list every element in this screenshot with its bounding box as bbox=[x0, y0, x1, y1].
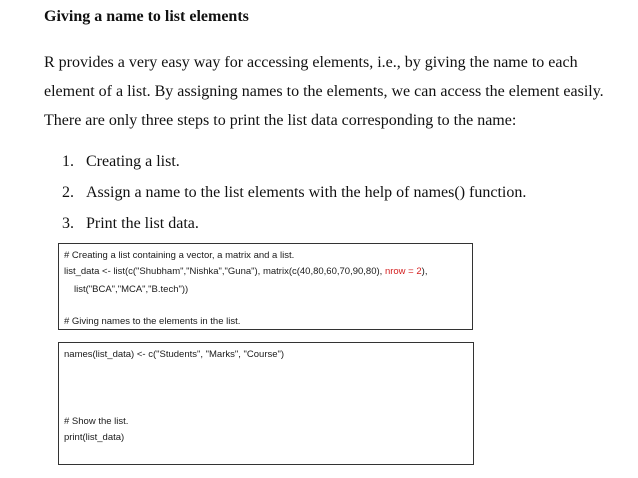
step-text: Assign a name to the list elements with the help of names() function. bbox=[86, 184, 527, 201]
intro-paragraph: R provides a very easy way for accessing elements, i.e., by giving the name to each element of a list. By assigning names to the elements, we can access the element easily. There are only three steps to print the list data corresponding to the name: bbox=[44, 54, 604, 129]
step-number: 1. bbox=[62, 153, 74, 170]
code-line-list-data bbox=[64, 266, 427, 277]
step-text: Creating a list. bbox=[86, 153, 180, 170]
code-line-names: names(list_data) <- c("Students", "Marks", "Course") bbox=[64, 349, 285, 360]
code-list-data-end: ), bbox=[421, 266, 428, 277]
code-nrow-param: nrow = 2 bbox=[384, 266, 422, 277]
code-line-print: print(list_data) bbox=[64, 432, 125, 443]
step-text: Print the list data. bbox=[86, 215, 199, 232]
step-number: 3. bbox=[62, 215, 74, 232]
code-box-names-print bbox=[58, 342, 474, 465]
steps-list bbox=[62, 150, 526, 243]
code-comment-create: # Creating a list containing a vector, a matrix and a list. bbox=[64, 250, 295, 261]
section-heading: Giving a name to list elements bbox=[44, 8, 249, 25]
code-comment-names: # Giving names to the elements in the list. bbox=[64, 316, 241, 327]
step-item bbox=[62, 212, 526, 243]
step-item bbox=[62, 181, 526, 212]
code-line-inner-list: list("BCA","MCA","B.tech")) bbox=[74, 284, 189, 295]
code-comment-show: # Show the list. bbox=[64, 416, 129, 427]
code-list-data-start: list_data <- list(c("Shubham","Nishka","Guna"), matrix(c(40,80,60,70,90,80), bbox=[64, 266, 385, 277]
step-number: 2. bbox=[62, 184, 74, 201]
code-box-create-list bbox=[58, 243, 473, 330]
step-item bbox=[62, 150, 526, 181]
